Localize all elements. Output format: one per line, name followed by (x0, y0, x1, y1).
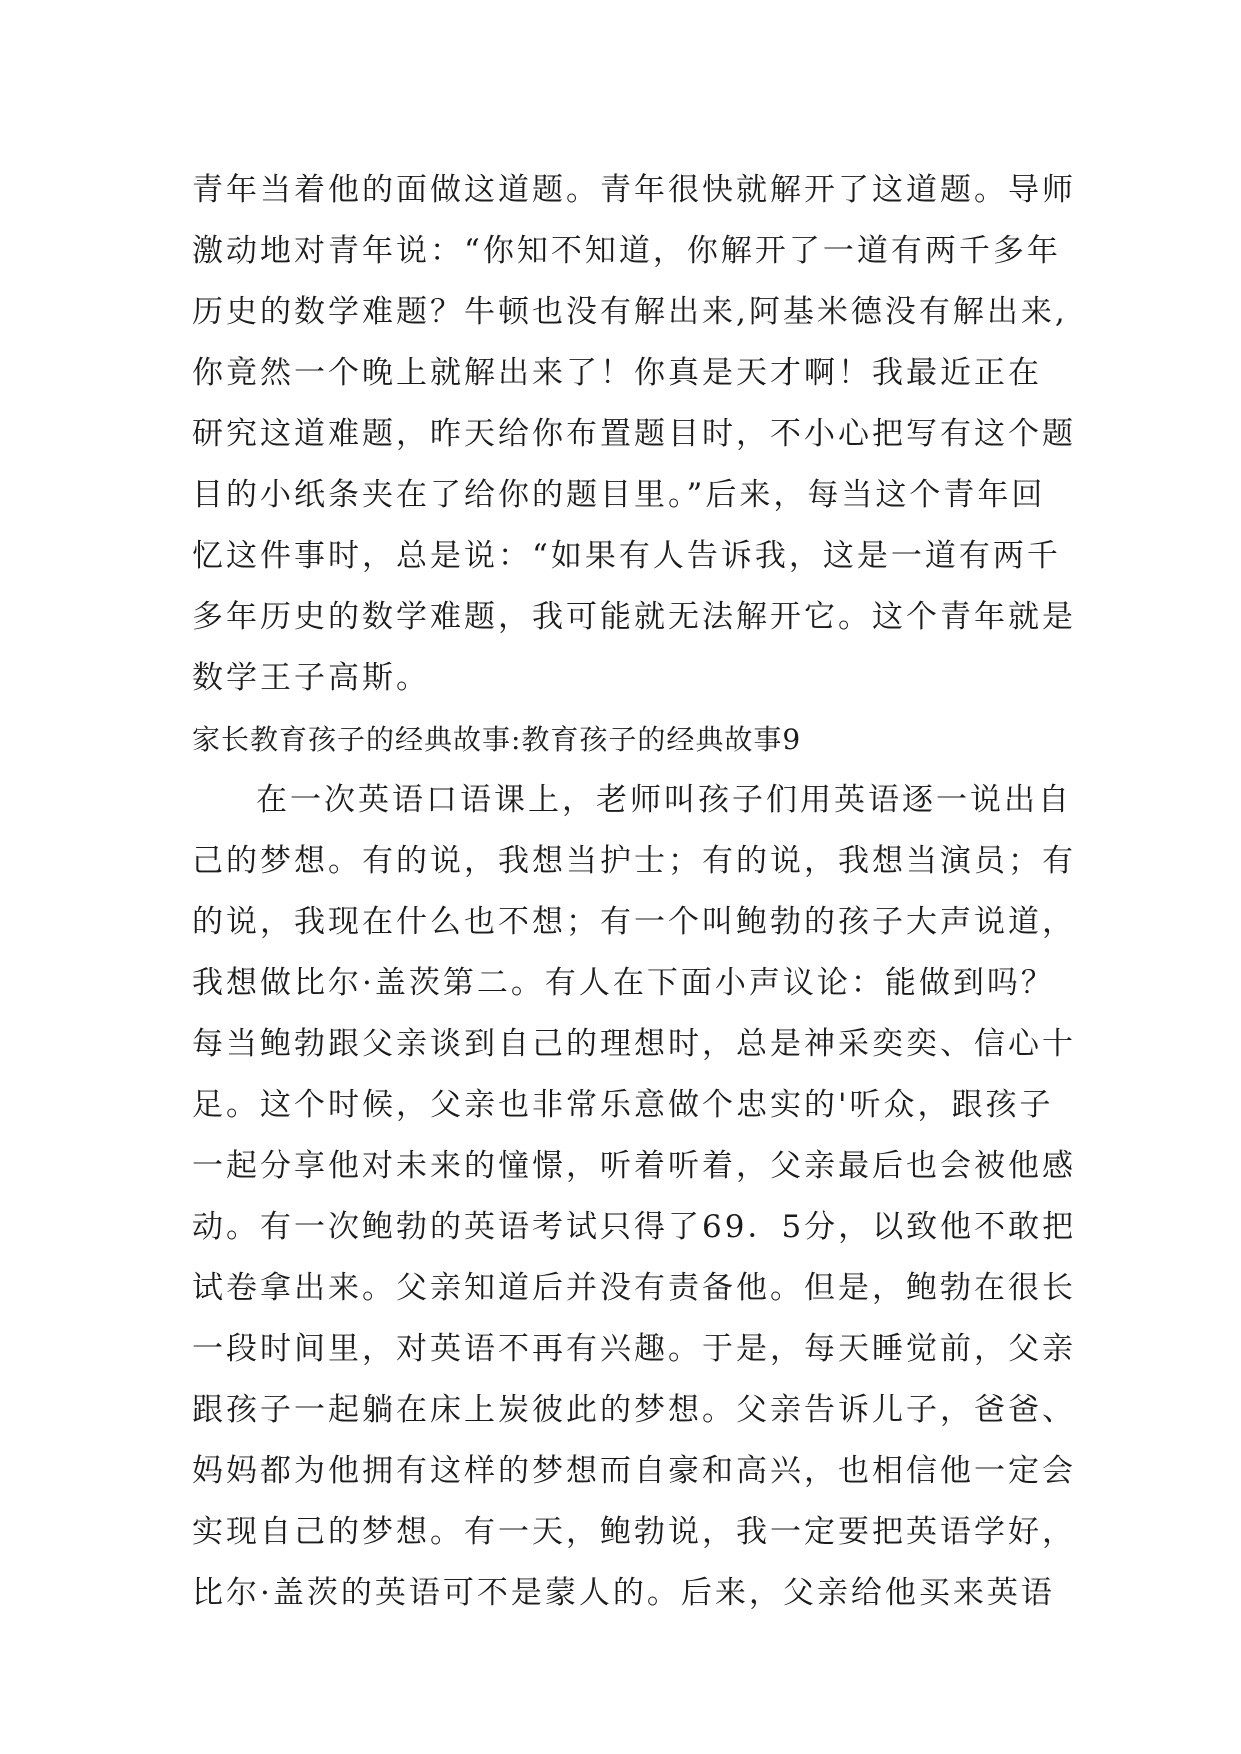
paragraph-line: 一起分享他对未来的憧憬，听着听着，父亲最后也会被他感 (192, 1148, 1076, 1184)
paragraph-line: 数学王子高斯。 (192, 660, 430, 696)
paragraph-line: 我想做比尔·盖茨第二。有人在下面小声议论：能做到吗？ (192, 965, 1055, 1001)
paragraph-line: 己的梦想。有的说，我想当护士；有的说，我想当演员；有 (192, 843, 1076, 879)
paragraph-line: 历史的数学难题？牛顿也没有解出来,阿基米德没有解出来, (192, 294, 1068, 330)
paragraph-line: 的说，我现在什么也不想；有一个叫鲍勃的孩子大声说道， (192, 904, 1076, 940)
document-body (192, 160, 1077, 1624)
paragraph-line: 试卷拿出来。父亲知道后并没有责备他。但是，鲍勃在很长 (192, 1270, 1076, 1306)
paragraph-line: 在一次英语口语课上，老师叫孩子们用英语逐一说出自 (256, 782, 1072, 818)
paragraph-line: 动。有一次鲍勃的英语考试只得了69．5分，以致他不敢把 (192, 1209, 1077, 1245)
paragraph-line: 研究这道难题，昨天给你布置题目时，不小心把写有这个题 (192, 416, 1076, 452)
paragraph-line: 足。这个时候，父亲也非常乐意做个忠实的'听众，跟孩子 (192, 1087, 1054, 1123)
paragraph-line: 一段时间里，对英语不再有兴趣。于是，每天睡觉前，父亲 (192, 1331, 1076, 1367)
section-heading: 家长教育孩子的经典故事:教育孩子的经典故事9 (192, 723, 802, 756)
paragraph-line: 目的小纸条夹在了给你的题目里。”后来，每当这个青年回 (192, 477, 1046, 513)
paragraph-line: 忆这件事时，总是说：“如果有人告诉我，这是一道有两千 (192, 538, 1061, 574)
paragraph-line: 跟孩子一起躺在床上炭彼此的梦想。父亲告诉儿子，爸爸、 (192, 1392, 1076, 1428)
paragraph-line: 比尔·盖茨的英语可不是蒙人的。后来，父亲给他买来英语 (192, 1575, 1055, 1611)
paragraph-line: 青年当着他的面做这道题。青年很快就解开了这道题。导师 (192, 172, 1076, 208)
paragraph-line: 你竟然一个晚上就解出来了！你真是天才啊！我最近正在 (192, 355, 1042, 391)
paragraph-line: 激动地对青年说：“你知不知道，你解开了一道有两千多年 (192, 233, 1061, 269)
paragraph-line: 妈妈都为他拥有这样的梦想而自豪和高兴，也相信他一定会 (192, 1453, 1076, 1489)
paragraph-line: 多年历史的数学难题，我可能就无法解开它。这个青年就是 (192, 599, 1076, 635)
paragraph-line: 每当鲍勃跟父亲谈到自己的理想时，总是神采奕奕、信心十 (192, 1026, 1076, 1062)
paragraph-line: 实现自己的梦想。有一天，鲍勃说，我一定要把英语学好， (192, 1514, 1076, 1550)
